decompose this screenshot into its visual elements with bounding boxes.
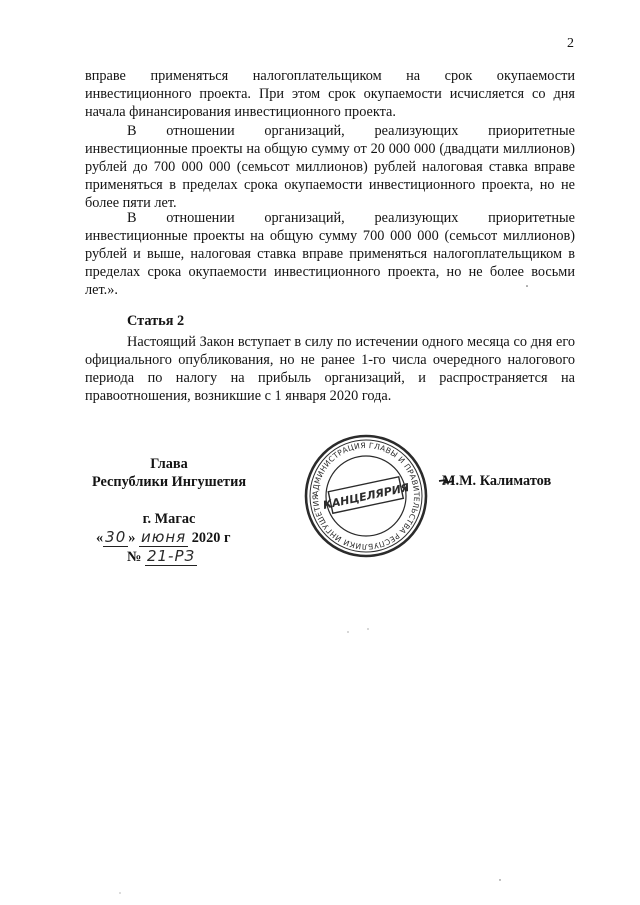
paragraph-entry-into-force: Настоящий Закон вступает в силу по истечении одного месяца со дня его официального опубликования, но не ранее 1-го числа очередного налогового периода по налогу на прибыль организаций, и распространяется на правоотношения, возникшие с 1 января 2020 года. xyxy=(85,334,575,404)
signatory-title-line2: Республики Ингушетия xyxy=(91,474,247,490)
office-seal-stamp xyxy=(302,432,430,560)
paragraph-700-million-and-above: В отношении организаций, реализующих приоритетные инвестиционные проекты на общую сумму 700 000 000 (семьсот миллионов) рублей и выше, налоговая ставка вправе применяться налогоплательщиком в пределах срока окупаемости инвестиционного проекта, но не более восьми лет.». xyxy=(85,210,575,298)
date-month-handwritten: июня xyxy=(140,528,187,546)
date-day-handwritten: 30 xyxy=(105,528,127,546)
seal-center-text: КАНЦЕЛЯРИЯ xyxy=(321,481,411,512)
seal-ring-text: АДМИНИСТРАЦИЯ ГЛАВЫ И ПРАВИТЕЛЬСТВА РЕСПУБЛИКИ ИНГУШЕТИЯ xyxy=(310,440,422,552)
law-number-prefix: № xyxy=(127,549,142,565)
date-close-quote: » xyxy=(128,530,136,546)
signatory-name: М.М. Калиматов xyxy=(442,473,552,489)
paragraph-continuation: вправе применяться налогоплательщиком на срок окупаемости инвестиционного проекта. При этом срок окупаемости исчисляется со дня начала финансирования инвестиционного проекта. xyxy=(85,68,575,120)
page-number: 2 xyxy=(567,36,574,51)
law-number-handwritten: 21-РЗ xyxy=(146,547,196,565)
date-open-quote: « xyxy=(96,530,104,546)
signing-city: г. Магас xyxy=(142,511,196,527)
law-number xyxy=(127,547,197,566)
signatory-title xyxy=(80,455,258,491)
date-year: 2020 г xyxy=(191,530,231,546)
signatory-title-line1: Глава xyxy=(150,456,188,472)
paragraph-20-to-700-million: В отношении организаций, реализующих приоритетные инвестиционные проекты на общую сумму от 20 000 000 (двадцати миллионов) рублей до 700 000 000 (семьсот миллионов) рублей налоговая ставка вправе применяться в пределах срока окупаемости инвестиционного проекта, но не более пяти лет. xyxy=(85,123,575,211)
article-heading: Статья 2 xyxy=(127,313,185,329)
signing-date xyxy=(96,528,230,547)
